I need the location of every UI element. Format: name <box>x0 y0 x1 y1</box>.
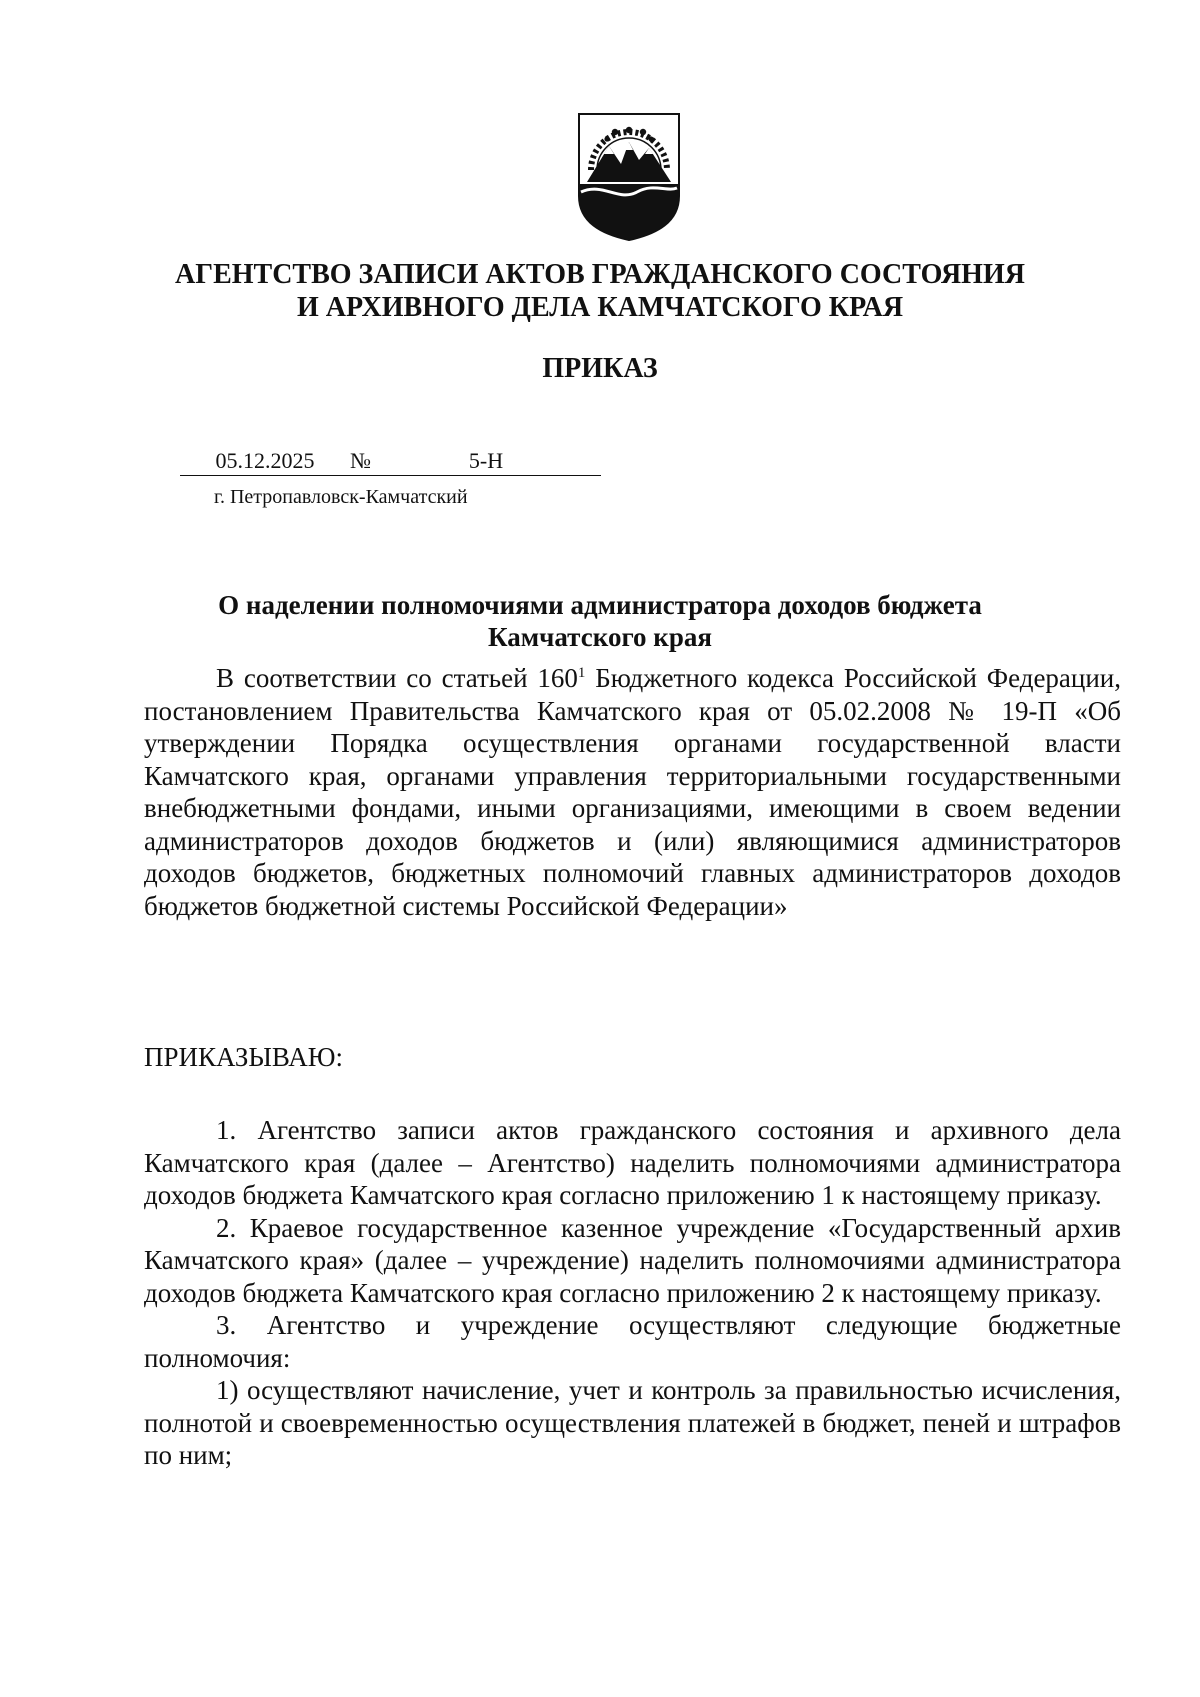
registration-line <box>180 447 601 475</box>
order-item-3: 3. Агентство и учреждение осуществляют следующие бюджетные полномочия: <box>144 1310 1121 1373</box>
issue-city: г. Петропавловск-Камчатский <box>214 486 468 508</box>
preamble-part2: Бюджетного кодекса Российской Федерации, постановлением Правительства Камчатского края от 05.02.2008 № 19-П «Об утверждении Порядка осуществления органами государственной власти Камчатского края, органами управления территориальными государственными внебюджетными фондами, иными организациями, имеющими в своем ведении администраторов доходов бюджетов и (или) являющимися администраторов доходов бюджетов, бюджетных полномочий главных администраторов доходов бюджетов бюджетной системы Российской Федерации» <box>144 663 1122 921</box>
order-item-3-1: 1) осуществляют начисление, учет и контроль за правильностью исчисления, полнотой и своевременностью осуществления платежей в бюджет, пеней и штрафов по ним; <box>144 1375 1121 1470</box>
article-superscript: 1 <box>577 665 586 681</box>
preamble-part1: В соответствии со статьей 160 <box>216 663 578 693</box>
order-number: 5-Н <box>371 447 601 476</box>
kamchatka-coat-of-arms-icon <box>577 112 681 241</box>
preamble-paragraph <box>144 662 1121 922</box>
order-subject-line1: О наделении полномочиями администратора доходов бюджета <box>218 590 982 620</box>
preamble <box>144 662 1121 922</box>
number-sign: № <box>350 447 371 476</box>
agency-name-line2: И АРХИВНОГО ДЕЛА КАМЧАТСКОГО КРАЯ <box>296 292 904 323</box>
order-item-1: 1. Агентство записи актов гражданского состояния и архивного дела Камчатского края (далее – Агентство) наделить полномочиями администратора доходов бюджета Камчатского края согласно приложению 1 к настоящему приказу. <box>144 1115 1121 1210</box>
agency-name-line1: АГЕНТСТВО ЗАПИСИ АКТОВ ГРАЖДАНСКОГО СОСТОЯНИЯ <box>175 259 1025 290</box>
order-subject-line2: Камчатского края <box>488 622 712 652</box>
order-date: 05.12.2025 <box>180 447 350 476</box>
order-word: ПРИКАЗЫВАЮ: <box>144 1042 343 1072</box>
order-items <box>144 1114 1121 1472</box>
agency-name <box>100 258 1100 324</box>
order-subject <box>100 589 1100 653</box>
order-item-2: 2. Краевое государственное казенное учреждение «Государственный архив Камчатского края» (далее – учреждение) наделить полномочиями администратора доходов бюджета Камчатского края согласно приложению 2 к настоящему приказу. <box>144 1212 1121 1308</box>
document-type: ПРИКАЗ <box>542 353 658 384</box>
